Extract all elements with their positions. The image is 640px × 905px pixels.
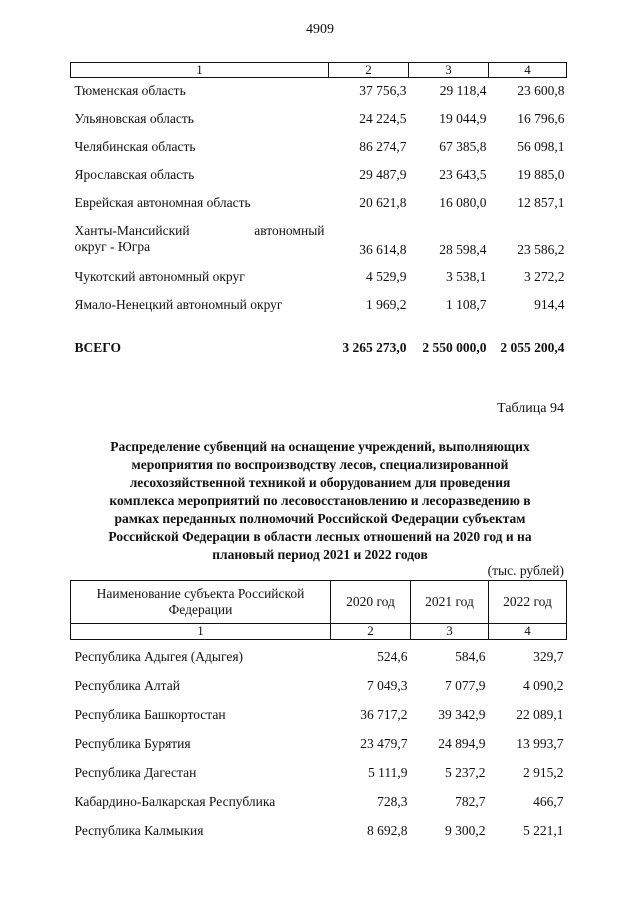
value-2: 37 756,3 bbox=[359, 83, 407, 98]
title-line: Российской Федерации в области лесных отношений на 2020 год и на bbox=[108, 529, 532, 544]
table-row bbox=[71, 190, 567, 218]
table-header bbox=[71, 581, 567, 624]
region-name: Кабардино-Балкарская Республика bbox=[74, 793, 276, 809]
table-row bbox=[71, 814, 567, 843]
value-2021: 39 342,9 bbox=[438, 706, 486, 722]
value-2022: 2 915,2 bbox=[523, 764, 564, 780]
value-2020: 8 692,8 bbox=[367, 822, 408, 838]
value-4: 3 272,2 bbox=[524, 268, 565, 284]
value-3: 19 044,9 bbox=[439, 110, 487, 126]
value-3: 3 538,1 bbox=[446, 268, 487, 284]
top-table-header bbox=[71, 63, 567, 78]
value-2021: 24 894,9 bbox=[438, 735, 486, 751]
title-line: комплекса мероприятий по лесовосстановлению и лесоразведению в bbox=[109, 493, 531, 508]
region-name: Республика Башкортостан bbox=[74, 706, 226, 722]
value-4: 23 586,2 bbox=[517, 241, 565, 257]
col-num-4: 4 bbox=[489, 624, 567, 640]
region-name-line1 bbox=[75, 223, 329, 239]
value-2021: 7 077,9 bbox=[445, 677, 486, 693]
region-name: Ярославская область bbox=[74, 166, 195, 182]
value-2: 1 969,2 bbox=[366, 296, 407, 312]
table-row bbox=[71, 292, 567, 320]
header-2022: 2022 год bbox=[489, 581, 567, 624]
header-2021: 2021 год bbox=[411, 581, 489, 624]
value-2022: 5 221,1 bbox=[523, 822, 564, 838]
value-4: 23 600,8 bbox=[517, 83, 565, 98]
table-row bbox=[71, 78, 567, 106]
region-name-part1: Ханты-Мансийский bbox=[74, 222, 190, 238]
value-2020: 5 111,9 bbox=[368, 764, 408, 780]
value-2021: 9 300,2 bbox=[445, 822, 486, 838]
title-line: лесохозяйственной техникой и оборудованием для проведения bbox=[129, 475, 511, 490]
table-row bbox=[71, 727, 567, 756]
value-2022: 329,7 bbox=[533, 649, 564, 664]
value-2: 86 274,7 bbox=[359, 138, 407, 154]
col-num-1: 1 bbox=[71, 624, 331, 640]
value-2020: 524,6 bbox=[377, 649, 408, 664]
value-3: 16 080,0 bbox=[439, 194, 487, 210]
value-2: 29 487,9 bbox=[359, 166, 407, 182]
region-name: Республика Калмыкия bbox=[74, 822, 204, 838]
table-title bbox=[80, 438, 560, 564]
col-num-2: 2 bbox=[331, 624, 411, 640]
top-table bbox=[70, 62, 567, 360]
total-value-4: 2 055 200,4 bbox=[500, 339, 565, 355]
region-name-part2: автономный bbox=[254, 222, 325, 238]
total-value-2: 3 265 273,0 bbox=[342, 339, 407, 355]
value-2020: 36 717,2 bbox=[360, 706, 408, 722]
value-2021: 5 237,2 bbox=[445, 764, 486, 780]
header-region: Наименование субъекта Российской Федерации bbox=[71, 581, 331, 624]
region-name: Республика Бурятия bbox=[74, 735, 191, 751]
value-2022: 466,7 bbox=[533, 793, 564, 809]
region-name: Ямало-Ненецкий автономный округ bbox=[74, 296, 283, 312]
value-2022: 13 993,7 bbox=[516, 735, 564, 751]
title-line: плановый период 2021 и 2022 годов bbox=[212, 547, 428, 562]
table-label: Таблица 94 bbox=[497, 401, 564, 416]
value-2022: 22 089,1 bbox=[516, 706, 564, 722]
region-name: Еврейская автономная область bbox=[74, 194, 251, 210]
table-row bbox=[71, 162, 567, 190]
table-row bbox=[71, 640, 567, 669]
value-3: 67 385,8 bbox=[439, 138, 487, 154]
value-3: 1 108,7 bbox=[446, 296, 487, 312]
page-number: 4909 bbox=[306, 22, 334, 37]
value-2022: 4 090,2 bbox=[523, 677, 564, 693]
table-row bbox=[71, 669, 567, 698]
region-name: Ульяновская область bbox=[74, 110, 194, 126]
title-line: Распределение субвенций на оснащение учреждений, выполняющих bbox=[110, 439, 530, 454]
value-2: 36 614,8 bbox=[359, 241, 407, 257]
table-row bbox=[71, 698, 567, 727]
col-num-3: 3 bbox=[411, 624, 489, 640]
region-name: Челябинская область bbox=[74, 138, 196, 154]
table-row bbox=[71, 134, 567, 162]
value-2: 20 621,8 bbox=[359, 194, 407, 210]
value-4: 16 796,6 bbox=[517, 110, 565, 126]
col-num-1: 1 bbox=[71, 63, 329, 78]
table-row bbox=[71, 756, 567, 785]
units-label: (тыс. рублей) bbox=[487, 563, 564, 578]
value-4: 914,4 bbox=[534, 296, 565, 312]
region-name: Чукотский автономный округ bbox=[74, 268, 245, 284]
column-numbers bbox=[71, 624, 567, 640]
region-name: Республика Адыгея (Адыгея) bbox=[74, 649, 244, 664]
table-row bbox=[71, 106, 567, 134]
region-name: Тюменская область bbox=[74, 83, 186, 98]
total-row bbox=[71, 320, 567, 360]
header-2020: 2020 год bbox=[331, 581, 411, 624]
total-label: ВСЕГО bbox=[74, 339, 122, 355]
value-2020: 23 479,7 bbox=[360, 735, 408, 751]
value-2: 4 529,9 bbox=[366, 268, 407, 284]
title-line: рамках переданных полномочий Российской Федерации субъектам bbox=[114, 511, 526, 526]
col-num-4: 4 bbox=[489, 63, 567, 78]
table-row bbox=[71, 264, 567, 292]
col-num-3: 3 bbox=[409, 63, 489, 78]
value-4: 19 885,0 bbox=[517, 166, 565, 182]
region-name-line2: округ - Югра bbox=[74, 238, 151, 254]
subventions-table bbox=[70, 580, 567, 843]
region-name bbox=[71, 218, 329, 264]
title-line: мероприятия по воспроизводству лесов, специализированной bbox=[131, 457, 509, 472]
table-row bbox=[71, 218, 567, 264]
value-4: 56 098,1 bbox=[517, 138, 565, 154]
value-3: 29 118,4 bbox=[439, 83, 487, 98]
value-3: 23 643,5 bbox=[439, 166, 487, 182]
value-2: 24 224,5 bbox=[359, 110, 407, 126]
region-name: Республика Дагестан bbox=[74, 764, 197, 780]
region-name: Республика Алтай bbox=[74, 677, 180, 693]
value-3: 28 598,4 bbox=[439, 241, 487, 257]
value-2021: 782,7 bbox=[455, 793, 486, 809]
value-4: 12 857,1 bbox=[517, 194, 565, 210]
table-row bbox=[71, 785, 567, 814]
value-2020: 728,3 bbox=[377, 793, 408, 809]
col-num-2: 2 bbox=[329, 63, 409, 78]
total-value-3: 2 550 000,0 bbox=[422, 339, 487, 355]
value-2020: 7 049,3 bbox=[367, 677, 408, 693]
value-2021: 584,6 bbox=[455, 649, 486, 664]
